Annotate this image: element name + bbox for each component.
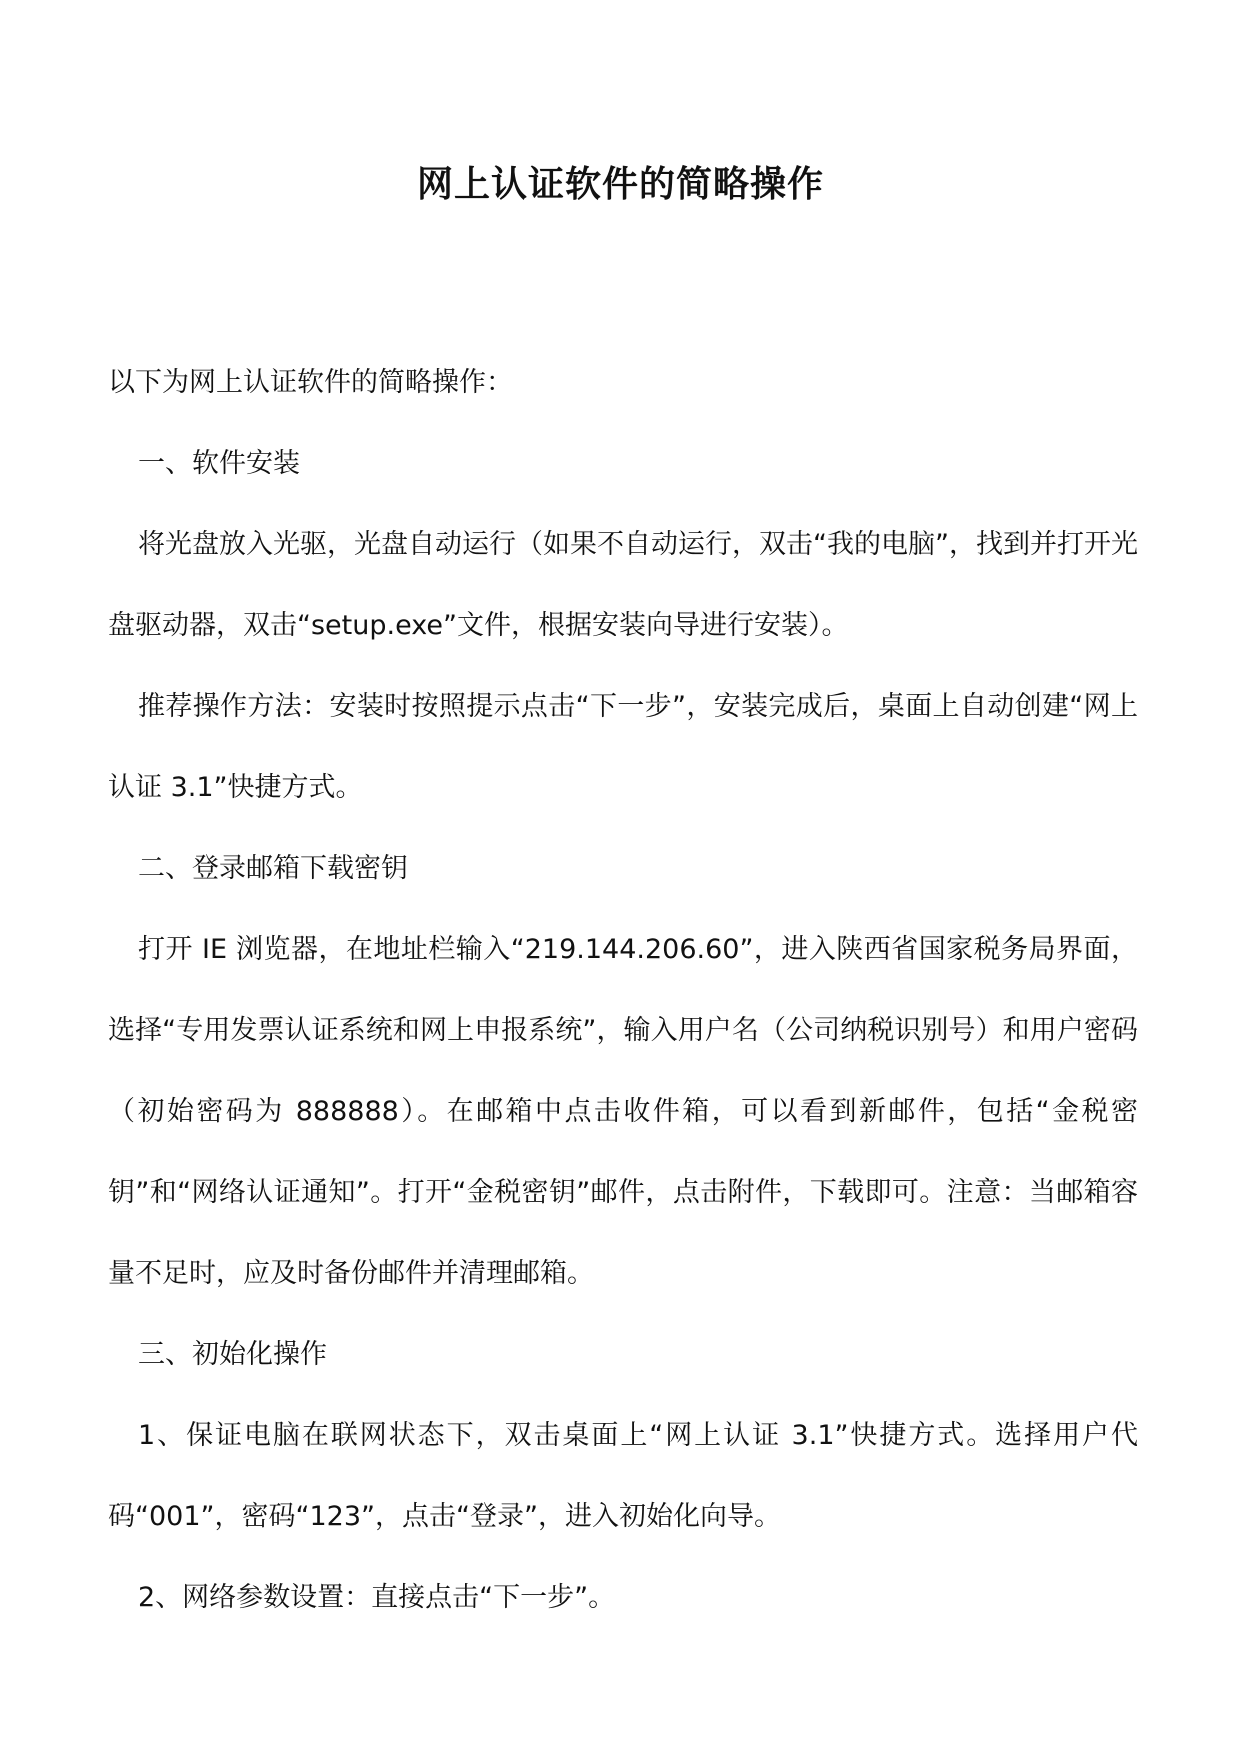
- initialize-step-1: 1、保证电脑在联网状态下，双击桌面上“网上认证 3.1”快捷方式。选择用户代码“001”，密码“123”，点击“登录”，进入初始化向导。: [108, 1420, 1138, 1532]
- section-heading-install: 一、软件安装: [138, 448, 300, 479]
- document-body: [108, 342, 1138, 1638]
- download-key-paragraph: 打开 IE 浏览器，在地址栏输入“219.144.206.60”，进入陕西省国家税务局界面，选择“专用发票认证系统和网上申报系统”，输入用户名（公司纳税识别号）和用户密码（初始密码为 888888）。在邮箱中点击收件箱，可以看到新邮件，包括“金税密钥”和“网络认证通知”。打开“金税密钥”邮件，点击附件，下载即可。注意：当邮箱容量不足时，应及时备份邮件并清理邮箱。: [108, 934, 1138, 1289]
- recommended-method-paragraph: 推荐操作方法：安装时按照提示点击“下一步”，安装完成后，桌面上自动创建“网上认证 3.1”快捷方式。: [108, 691, 1138, 803]
- section-heading-download-key: 二、登录邮箱下载密钥: [138, 853, 408, 884]
- intro-paragraph: 以下为网上认证软件的简略操作：: [108, 367, 513, 398]
- install-paragraph: 将光盘放入光驱，光盘自动运行（如果不自动运行，双击“我的电脑”，找到并打开光盘驱动器，双击“setup.exe”文件，根据安装向导进行安装）。: [108, 529, 1138, 641]
- document-title: 网上认证软件的简略操作: [416, 163, 824, 205]
- section-heading-initialize: 三、初始化操作: [138, 1339, 327, 1370]
- initialize-step-2: 2、网络参数设置：直接点击“下一步”。: [138, 1582, 616, 1613]
